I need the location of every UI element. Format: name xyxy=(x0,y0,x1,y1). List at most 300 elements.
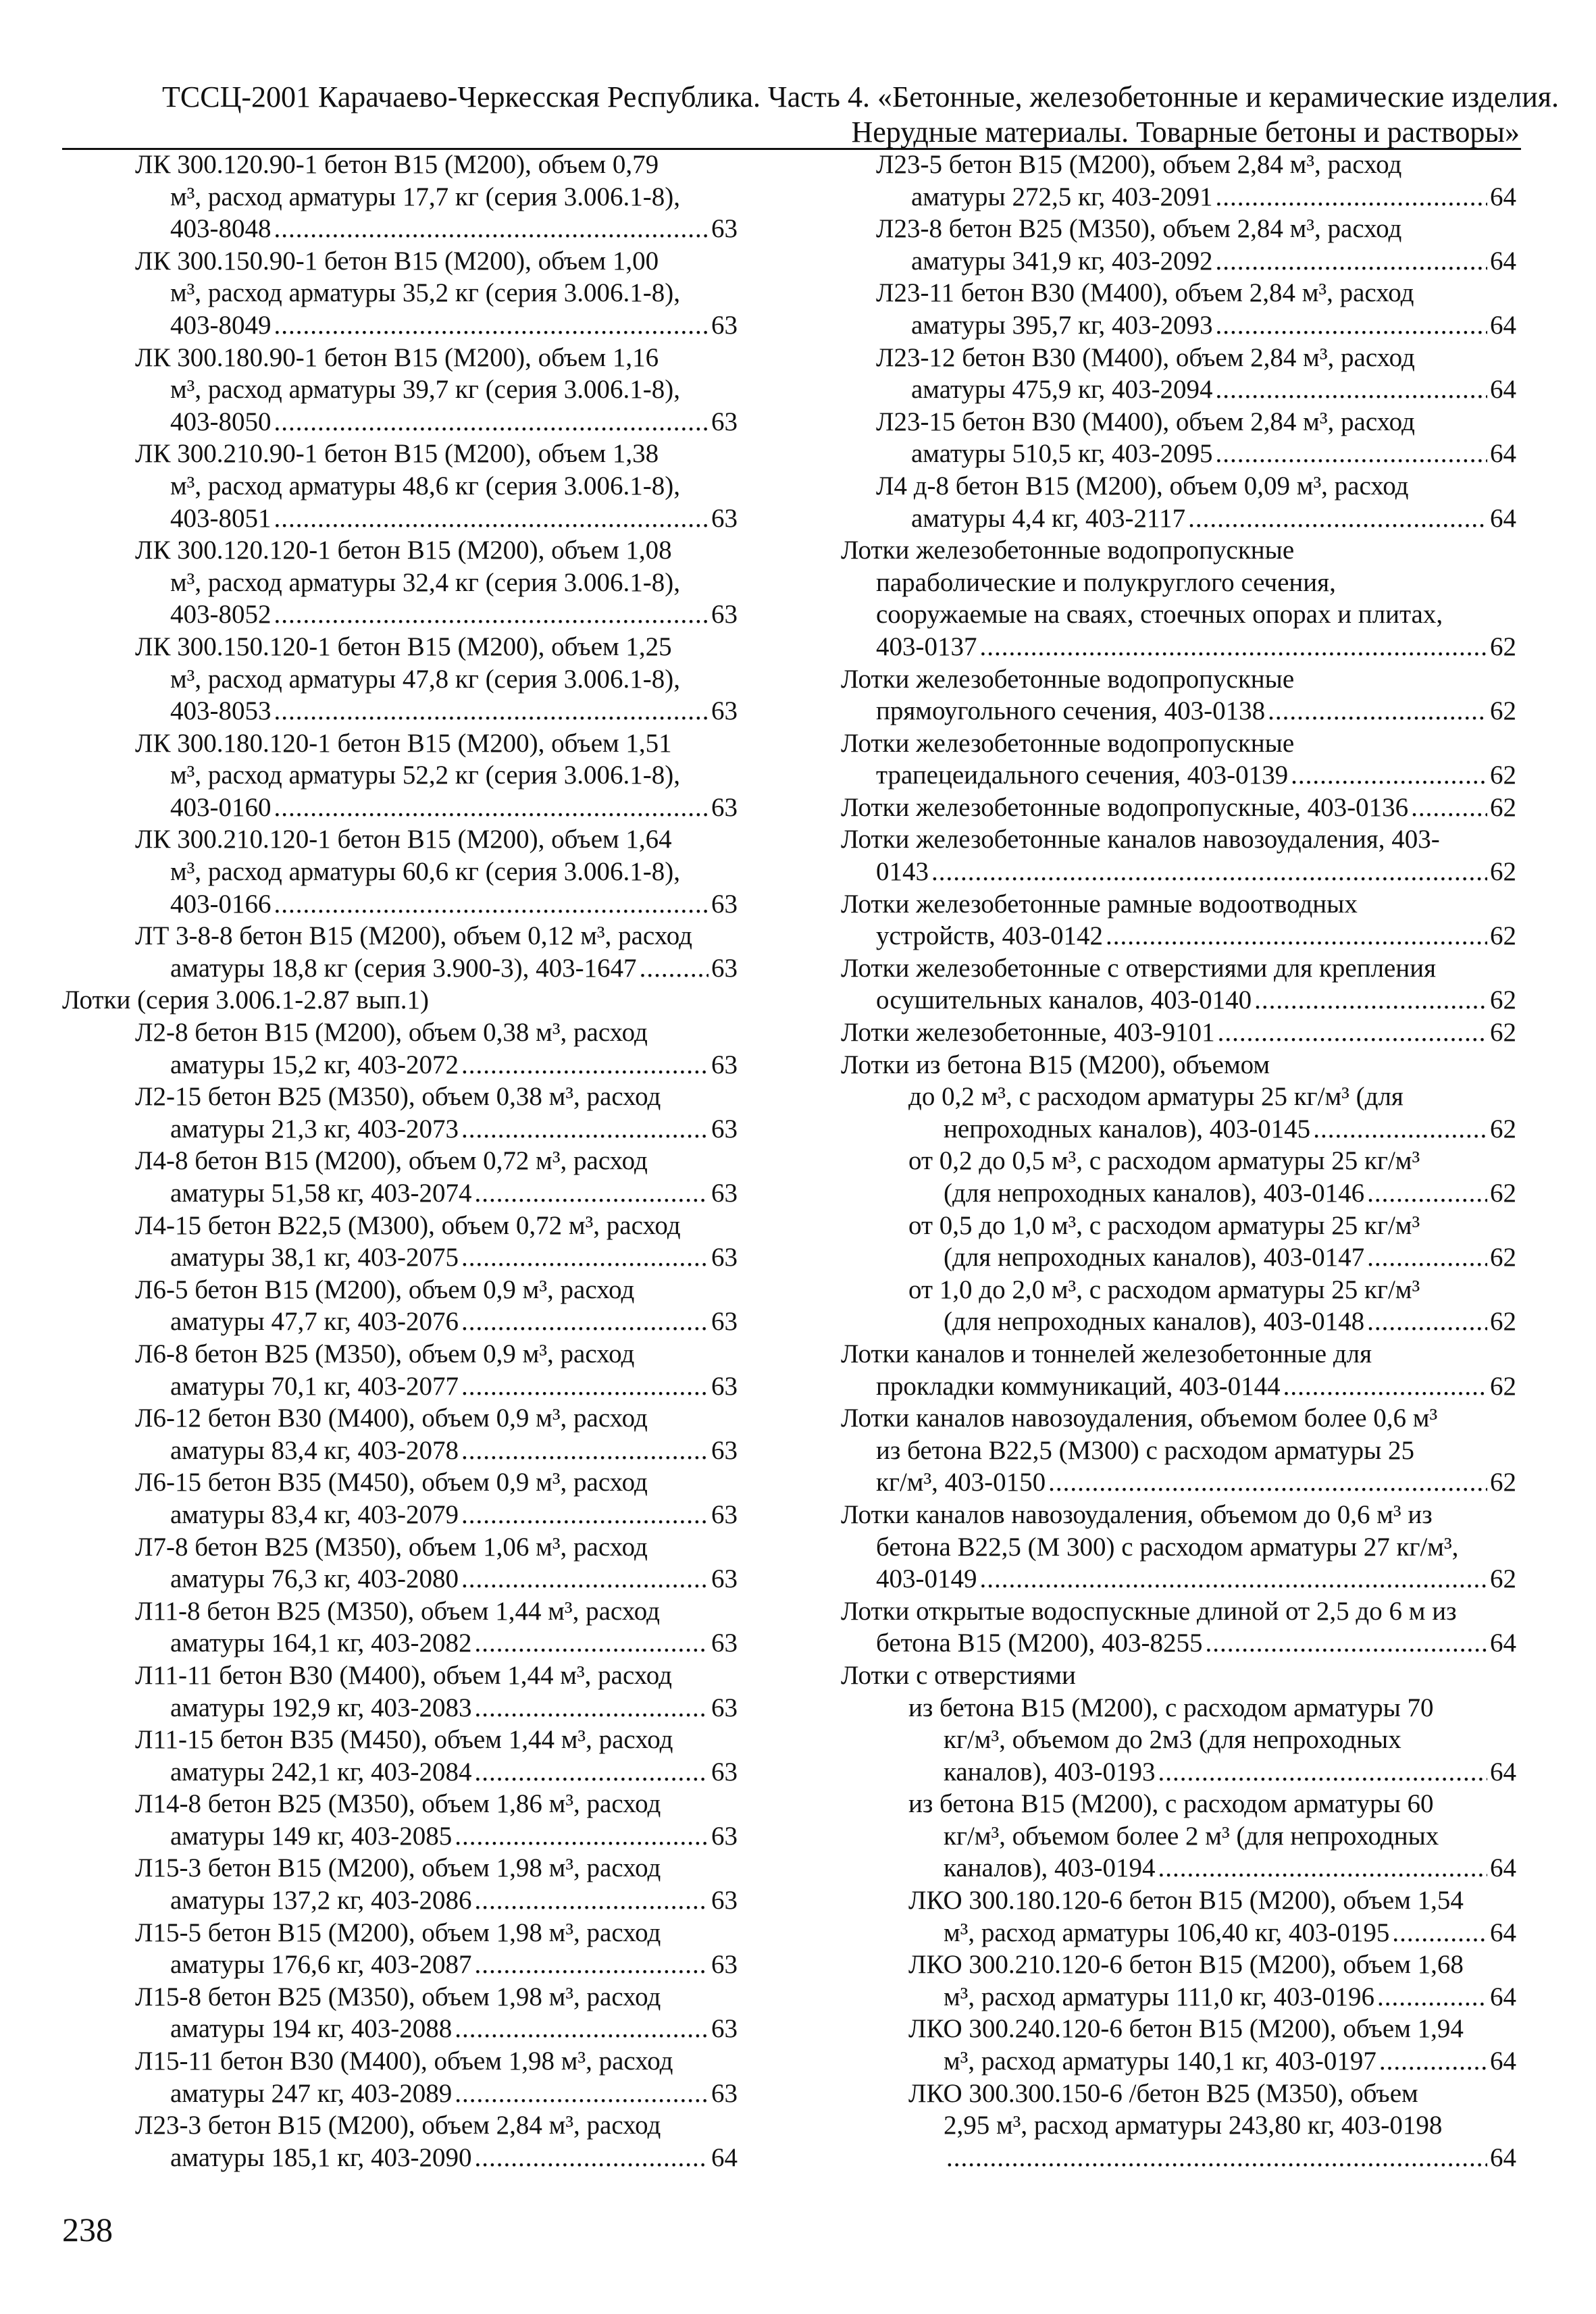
entry-page-ref: 63 xyxy=(711,1628,738,1658)
entry-last-line xyxy=(135,1756,738,1789)
entry-line: Л4-15 бетон В22,5 (М300), объем 0,72 м³, расход xyxy=(135,1210,681,1240)
entry-page-ref: 64 xyxy=(1490,375,1516,405)
entry-page-ref: 63 xyxy=(711,1114,738,1143)
index-entry xyxy=(841,952,1516,1017)
dot-leader xyxy=(274,792,709,824)
index-entry xyxy=(841,213,1516,277)
entry-line: Л4-8 бетон В15 (М200), объем 0,72 м³, расход xyxy=(135,1146,648,1176)
entry-line: Л15-5 бетон В15 (М200), объем 1,98 м³, расход xyxy=(135,1918,661,1947)
entry-page-ref: 62 xyxy=(1490,1179,1516,1208)
index-entry xyxy=(62,1466,738,1531)
dot-leader xyxy=(274,598,709,631)
entry-text: осушительных каналов, 403-0140 xyxy=(876,985,1252,1015)
entry-text: 403-0137 xyxy=(876,632,977,661)
index-entry xyxy=(62,1724,738,1788)
dot-leader xyxy=(1367,1306,1487,1338)
dot-leader xyxy=(1254,984,1487,1017)
index-entry xyxy=(841,1274,1516,1338)
entry-text: аматуры 38,1 кг, 403-2075 xyxy=(170,1243,459,1272)
dot-leader xyxy=(1216,309,1487,342)
entry-text: Лотки (серия 3.006.1-2.87 вып.1) xyxy=(62,985,429,1015)
dot-leader xyxy=(274,695,709,727)
entry-line: Л6-5 бетон В15 (М200), объем 0,9 м³, расход xyxy=(135,1275,635,1304)
entry-line: Лотки железобетонные водопропускные xyxy=(841,728,1295,758)
index-entry xyxy=(841,1210,1516,1274)
dot-leader xyxy=(1218,1017,1487,1049)
dot-leader xyxy=(274,503,709,535)
entry-line: ЛК 300.120.90-1 бетон В15 (М200), объем 0,79 xyxy=(135,150,659,179)
header-line-1: ТССЦ-2001 Карачаево-Черкесская Республика. Часть 4. «Бетонные, железобетонные и керамические изделия. xyxy=(162,80,1560,113)
entry-page-ref: 63 xyxy=(711,503,738,533)
entry-line: ЛТ 3-8-8 бетон В15 (М200), объем 0,12 м³, расход xyxy=(135,921,692,951)
entry-last-line xyxy=(841,1466,1516,1499)
entry-text: трапецеидального сечения, 403-0139 xyxy=(876,761,1289,790)
entry-last-line xyxy=(841,1627,1516,1660)
entry-last-line xyxy=(135,1435,738,1467)
entry-page-ref: 63 xyxy=(711,1499,738,1529)
index-entry xyxy=(62,2045,738,2109)
entry-last-line xyxy=(135,503,738,535)
entry-line: сооружаемые на сваях, стоечных опорах и плитах, xyxy=(876,600,1443,629)
dot-leader xyxy=(461,1370,709,1403)
entry-last-line xyxy=(841,920,1516,952)
entry-line: м³, расход арматуры 52,2 кг (серия 3.006.1-8), xyxy=(170,761,680,790)
dot-leader xyxy=(1216,438,1487,470)
entry-last-line xyxy=(841,1017,1516,1049)
entry-page-ref: 64 xyxy=(1490,246,1516,276)
entry-line: от 0,5 до 1,0 м³, с расходом арматуры 25 кг/м³ xyxy=(908,1210,1420,1240)
entry-line: Л11-11 бетон В30 (М400), объем 1,44 м³, расход xyxy=(135,1660,672,1690)
entry-line: Лотки каналов и тоннелей железобетонные для xyxy=(841,1339,1372,1368)
dot-leader xyxy=(931,856,1487,888)
entry-line: из бетона В22,5 (М300) с расходом арматуры 25 xyxy=(876,1435,1415,1465)
entry-text: аматуры 395,7 кг, 403-2093 xyxy=(911,310,1213,340)
entry-line: Л6-8 бетон В25 (М350), объем 0,9 м³, расход xyxy=(135,1339,635,1368)
index-entry xyxy=(841,663,1516,727)
entry-line: бетона В22,5 (М 300) с расходом арматуры 27 кг/м³, xyxy=(876,1532,1459,1562)
dot-leader xyxy=(475,1627,709,1660)
entry-line: Л7-8 бетон В25 (М350), объем 1,06 м³, расход xyxy=(135,1532,648,1562)
entry-last-line xyxy=(841,631,1516,663)
entry-last-line xyxy=(135,1499,738,1531)
entry-page-ref: 63 xyxy=(711,600,738,629)
entry-line: ЛКО 300.180.120-6 бетон В15 (М200), объем 1,54 xyxy=(908,1886,1464,1916)
entry-page-ref: 62 xyxy=(1490,1371,1516,1401)
dot-leader xyxy=(461,1049,709,1081)
entry-last-line xyxy=(135,952,738,985)
entry-line: Л23-15 бетон В30 (М400), объем 2,84 м³, расход xyxy=(876,407,1415,436)
index-entry xyxy=(62,534,738,631)
entry-text: (для непроходных каналов), 403-0147 xyxy=(944,1243,1365,1272)
entry-line: Лотки железобетонные каналов навозоудаления, 403- xyxy=(841,825,1440,854)
entry-text: аматуры 341,9 кг, 403-2092 xyxy=(911,246,1213,276)
entry-text: Лотки железобетонные, 403-9101 xyxy=(841,1018,1215,1048)
index-entry xyxy=(841,277,1516,341)
index-entry xyxy=(841,1595,1516,1660)
index-entry xyxy=(841,1338,1516,1402)
entry-text: 403-8052 xyxy=(170,600,272,629)
dot-leader xyxy=(461,1306,709,1338)
index-entry xyxy=(841,534,1516,663)
entry-line: ЛК 300.120.120-1 бетон В15 (М200), объем 1,08 xyxy=(135,536,672,565)
dot-leader xyxy=(475,2142,709,2174)
index-entry xyxy=(62,920,738,984)
dot-leader xyxy=(1268,695,1487,727)
entry-line: 2,95 м³, расход арматуры 243,80 кг, 403-0198 xyxy=(944,2111,1443,2140)
entry-page-ref: 62 xyxy=(1490,792,1516,822)
entry-last-line xyxy=(908,2045,1516,2078)
entry-line: Лотки железобетонные водопропускные xyxy=(841,536,1295,565)
entry-last-line xyxy=(135,1692,738,1724)
entry-text: аматуры 185,1 кг, 403-2090 xyxy=(170,2142,472,2172)
entry-line: Лотки железобетонные водопропускные xyxy=(841,664,1295,694)
entry-line: ЛК 300.180.90-1 бетон В15 (М200), объем 1,16 xyxy=(135,342,659,372)
entry-line: м³, расход арматуры 17,7 кг (серия 3.006.1-8), xyxy=(170,182,680,211)
entry-text: аматуры 164,1 кг, 403-2082 xyxy=(170,1628,472,1658)
dot-leader xyxy=(1206,1627,1487,1660)
entry-line: Л6-15 бетон В35 (М450), объем 0,9 м³, расход xyxy=(135,1468,648,1497)
entry-last-line xyxy=(841,984,1516,1017)
entry-page-ref: 63 xyxy=(711,1886,738,1916)
entry-text: аматуры 247 кг, 403-2089 xyxy=(170,2078,453,2108)
entry-line: Л6-12 бетон В30 (М400), объем 0,9 м³, расход xyxy=(135,1404,648,1433)
entry-line: м³, расход арматуры 60,6 кг (серия 3.006.1-8), xyxy=(170,857,680,887)
entry-last-line xyxy=(841,695,1516,727)
entry-line: ЛКО 300.210.120-6 бетон В15 (М200), объем 1,68 xyxy=(908,1950,1464,1980)
entry-line: Л15-11 бетон В30 (М400), объем 1,98 м³, расход xyxy=(135,2047,673,2076)
dot-leader xyxy=(475,1692,709,1724)
entry-last-line xyxy=(876,374,1516,406)
entry-page-ref: 62 xyxy=(1490,696,1516,726)
dot-leader xyxy=(946,2142,1487,2174)
entry-page-ref: 63 xyxy=(711,889,738,919)
entry-line: Л23-11 бетон В30 (М400), объем 2,84 м³, расход xyxy=(876,278,1414,308)
dot-leader xyxy=(274,406,709,438)
entry-line: кг/м³, объемом более 2 м³ (для непроходных xyxy=(944,1821,1439,1851)
entry-last-line xyxy=(876,245,1516,278)
index-entry xyxy=(62,727,738,824)
dot-leader xyxy=(461,1113,709,1146)
entry-line: м³, расход арматуры 32,4 кг (серия 3.006.1-8), xyxy=(170,567,680,597)
entry-line: параболические и полукруглого сечения, xyxy=(876,567,1336,597)
dot-leader xyxy=(274,309,709,342)
entry-last-line xyxy=(908,1756,1516,1789)
entry-page-ref: 63 xyxy=(711,1050,738,1079)
entry-page-ref: 62 xyxy=(1490,857,1516,887)
index-entry xyxy=(62,1402,738,1466)
entry-last-line xyxy=(135,1949,738,1981)
entry-last-line xyxy=(135,309,738,342)
entry-page-ref: 63 xyxy=(711,1307,738,1337)
entry-page-ref: 62 xyxy=(1490,761,1516,790)
entry-last-line xyxy=(135,1049,738,1081)
entry-line: ЛКО 300.240.120-6 бетон В15 (М200), объем 1,94 xyxy=(908,2014,1464,2044)
entry-text: Лотки железобетонные водопропускные, 403-0136 xyxy=(841,792,1409,822)
entry-line: Л11-8 бетон В25 (М350), объем 1,44 м³, расход xyxy=(135,1596,660,1626)
entry-line: Л23-8 бетон В25 (М350), объем 2,84 м³, расход xyxy=(876,214,1402,244)
entry-page-ref: 64 xyxy=(1490,1853,1516,1883)
entry-text: м³, расход арматуры 111,0 кг, 403-0196 xyxy=(944,1982,1375,2011)
index-entry xyxy=(62,823,738,920)
index-entry xyxy=(841,1049,1516,1081)
entry-text: м³, расход арматуры 140,1 кг, 403-0197 xyxy=(944,2047,1376,2076)
entry-page-ref: 64 xyxy=(711,2142,738,2172)
entry-page-ref: 63 xyxy=(711,792,738,822)
dot-leader xyxy=(475,1884,709,1917)
dot-leader xyxy=(1188,503,1487,535)
dot-leader xyxy=(1283,1370,1487,1403)
entry-last-line xyxy=(841,856,1516,888)
entry-last-line xyxy=(876,309,1516,342)
entry-last-line xyxy=(135,792,738,824)
index-entry xyxy=(62,1274,738,1338)
entry-last-line xyxy=(876,181,1516,213)
entry-text: аматуры 176,6 кг, 403-2087 xyxy=(170,1950,472,1980)
index-entry xyxy=(62,1531,738,1595)
entry-page-ref: 64 xyxy=(1490,1982,1516,2011)
entry-line: Л4 д-8 бетон В15 (М200), объем 0,09 м³, расход xyxy=(876,471,1409,500)
entry-page-ref: 62 xyxy=(1490,632,1516,661)
entry-last-line xyxy=(841,759,1516,792)
index-entry xyxy=(841,149,1516,213)
entry-page-ref: 63 xyxy=(711,407,738,436)
index-entry xyxy=(841,1692,1516,1789)
index-entry xyxy=(841,1081,1516,1145)
index-entry xyxy=(62,1917,738,1981)
entry-line: до 0,2 м³, с расходом арматуры 25 кг/м³ (для xyxy=(908,1082,1404,1112)
entry-line: Л15-3 бетон В15 (М200), объем 1,98 м³, расход xyxy=(135,1853,661,1883)
index-column-left xyxy=(62,149,738,2174)
entry-page-ref: 62 xyxy=(1490,1243,1516,1272)
dot-leader xyxy=(980,1563,1488,1595)
entry-line: ЛК 300.150.90-1 бетон В15 (М200), объем 1,00 xyxy=(135,246,659,276)
entry-line: ЛК 300.150.120-1 бетон В15 (М200), объем 1,25 xyxy=(135,632,672,661)
entry-last-line xyxy=(908,1113,1516,1146)
entry-line: Лотки каналов навозоудаления, объемом до 0,6 м³ из xyxy=(841,1499,1433,1529)
entry-last-line xyxy=(135,1884,738,1917)
dot-leader xyxy=(274,213,709,245)
dot-leader xyxy=(980,631,1488,663)
entry-line: Л15-8 бетон В25 (М350), объем 1,98 м³, расход xyxy=(135,1982,661,2011)
entry-page-ref: 63 xyxy=(711,1371,738,1401)
entry-last-line xyxy=(135,2013,738,2045)
entry-last-line xyxy=(841,1049,1516,1081)
index-entry xyxy=(841,823,1516,888)
entry-last-line xyxy=(135,598,738,631)
entry-page-ref: 63 xyxy=(711,2014,738,2044)
entry-text: аматуры 4,4 кг, 403-2117 xyxy=(911,503,1186,533)
index-entry xyxy=(62,1145,738,1209)
entry-text: 403-0149 xyxy=(876,1564,977,1594)
dot-leader xyxy=(455,2078,709,2110)
index-entry xyxy=(62,342,738,438)
entry-text: прокладки коммуникаций, 403-0144 xyxy=(876,1371,1281,1401)
entry-page-ref: 64 xyxy=(1490,1628,1516,1658)
index-entry xyxy=(841,1499,1516,1595)
entry-text: аматуры 18,8 кг (серия 3.900-3), 403-1647 xyxy=(170,953,637,983)
entry-page-ref: 62 xyxy=(1490,921,1516,951)
entry-line: ЛК 300.210.90-1 бетон В15 (М200), объем 1,38 xyxy=(135,439,659,469)
entry-line: Л14-8 бетон В25 (М350), объем 1,86 м³, расход xyxy=(135,1789,661,1819)
entry-line: Лотки железобетонные с отверстиями для крепления xyxy=(841,953,1437,983)
index-entry xyxy=(841,727,1516,792)
entry-last-line xyxy=(135,1113,738,1146)
entry-text: аматуры 76,3 кг, 403-2080 xyxy=(170,1564,459,1594)
index-entry xyxy=(841,1145,1516,1209)
entry-text: аматуры 51,58 кг, 403-2074 xyxy=(170,1179,472,1208)
entry-line: м³, расход арматуры 35,2 кг (серия 3.006.1-8), xyxy=(170,278,680,308)
entry-page-ref: 63 xyxy=(711,2078,738,2108)
entry-line: Лотки каналов навозоудаления, объемом более 0,6 м³ xyxy=(841,1404,1438,1433)
index-entry xyxy=(841,470,1516,534)
entry-page-ref: 62 xyxy=(1490,1307,1516,1337)
entry-text: 403-8048 xyxy=(170,214,272,244)
running-header xyxy=(162,80,1560,150)
index-entry xyxy=(841,888,1516,952)
index-entry xyxy=(62,1017,738,1081)
entry-text: бетона В15 (М200), 403-8255 xyxy=(876,1628,1203,1658)
entry-page-ref: 63 xyxy=(711,953,738,983)
entry-text: (для непроходных каналов), 403-0148 xyxy=(944,1307,1365,1337)
entry-last-line xyxy=(908,1306,1516,1338)
entry-last-line xyxy=(135,406,738,438)
dot-leader xyxy=(1313,1113,1487,1146)
entry-last-line xyxy=(841,1563,1516,1595)
index-entry xyxy=(841,1788,1516,1884)
entry-line: от 0,2 до 0,5 м³, с расходом арматуры 25 кг/м³ xyxy=(908,1146,1420,1176)
entry-page-ref: 64 xyxy=(1490,2142,1516,2172)
dot-leader xyxy=(1216,181,1487,213)
index-entry xyxy=(841,1660,1516,1692)
entry-last-line xyxy=(135,2142,738,2174)
dot-leader xyxy=(1106,920,1487,952)
index-entry xyxy=(841,1402,1516,1499)
entry-line: Лотки железобетонные рамные водоотводных xyxy=(841,889,1358,919)
entry-page-ref: 63 xyxy=(711,1821,738,1851)
entry-text: аматуры 192,9 кг, 403-2083 xyxy=(170,1693,472,1722)
entry-text: Лотки из бетона В15 (М200), объемом xyxy=(841,1050,1270,1079)
entry-line: ЛК 300.180.120-1 бетон В15 (М200), объем 1,51 xyxy=(135,728,672,758)
entry-text: 403-8049 xyxy=(170,310,272,340)
entry-text: аматуры 137,2 кг, 403-2086 xyxy=(170,1886,472,1916)
entry-last-line xyxy=(908,2142,1516,2174)
entry-page-ref: 63 xyxy=(711,310,738,340)
entry-page-ref: 64 xyxy=(1490,182,1516,211)
entry-page-ref: 64 xyxy=(1490,310,1516,340)
entry-text: 403-0166 xyxy=(170,889,272,919)
entry-last-line xyxy=(62,984,738,1017)
index-entry xyxy=(841,792,1516,824)
entry-text: аматуры 21,3 кг, 403-2073 xyxy=(170,1114,459,1143)
entry-text: Лотки с отверстиями xyxy=(841,1660,1076,1690)
entry-text: аматуры 242,1 кг, 403-2084 xyxy=(170,1757,472,1786)
dot-leader xyxy=(1379,2045,1487,2078)
entry-page-ref: 62 xyxy=(1490,1468,1516,1497)
index-entry xyxy=(62,1660,738,1724)
dot-leader xyxy=(461,1435,709,1467)
entry-line: из бетона В15 (М200), с расходом арматуры 70 xyxy=(908,1693,1434,1722)
entry-page-ref: 63 xyxy=(711,1435,738,1465)
entry-last-line xyxy=(135,1627,738,1660)
entry-text: каналов), 403-0194 xyxy=(944,1853,1156,1883)
entry-last-line xyxy=(908,1177,1516,1210)
entry-last-line xyxy=(135,1177,738,1210)
entry-line: Л11-15 бетон В35 (М450), объем 1,44 м³, расход xyxy=(135,1725,673,1755)
entry-text: аматуры 83,4 кг, 403-2079 xyxy=(170,1499,459,1529)
index-entry xyxy=(62,1338,738,1402)
entry-line: Л23-5 бетон В15 (М200), объем 2,84 м³, расход xyxy=(876,150,1402,179)
entry-text: (для непроходных каналов), 403-0146 xyxy=(944,1179,1365,1208)
entry-last-line xyxy=(135,1241,738,1274)
entry-line: м³, расход арматуры 47,8 кг (серия 3.006.1-8), xyxy=(170,664,680,694)
entry-last-line xyxy=(135,695,738,727)
entry-page-ref: 62 xyxy=(1490,1114,1516,1143)
dot-leader xyxy=(1367,1241,1487,1274)
entry-text: аматуры 149 кг, 403-2085 xyxy=(170,1821,453,1851)
entry-last-line xyxy=(135,1563,738,1595)
entry-line: м³, расход арматуры 39,7 кг (серия 3.006.1-8), xyxy=(170,375,680,405)
entry-last-line xyxy=(135,1820,738,1853)
entry-text: 403-8051 xyxy=(170,503,272,533)
entry-last-line xyxy=(135,213,738,245)
entry-last-line xyxy=(135,1306,738,1338)
entry-text: каналов), 403-0193 xyxy=(944,1757,1156,1786)
entry-page-ref: 64 xyxy=(1490,1918,1516,1947)
entry-line: Л2-15 бетон В25 (М350), объем 0,38 м³, расход xyxy=(135,1082,661,1112)
entry-text: прямоугольного сечения, 403-0138 xyxy=(876,696,1266,726)
dot-leader xyxy=(1392,1917,1487,1949)
entry-page-ref: 62 xyxy=(1490,1564,1516,1594)
entry-last-line xyxy=(135,2078,738,2110)
entry-text: аматуры 70,1 кг, 403-2077 xyxy=(170,1371,459,1401)
index-entry xyxy=(62,1081,738,1145)
entry-page-ref: 64 xyxy=(1490,2047,1516,2076)
index-entry xyxy=(62,1852,738,1916)
index-entry xyxy=(62,245,738,342)
entry-last-line xyxy=(841,792,1516,824)
entry-page-ref: 63 xyxy=(711,696,738,726)
entry-page-ref: 64 xyxy=(1490,439,1516,469)
dot-leader xyxy=(461,1563,709,1595)
entry-text: аматуры 15,2 кг, 403-2072 xyxy=(170,1050,459,1079)
entry-line: из бетона В15 (М200), с расходом арматуры 60 xyxy=(908,1789,1434,1819)
entry-text: 403-0160 xyxy=(170,792,272,822)
index-entry xyxy=(62,984,738,1017)
entry-page-ref: 63 xyxy=(711,1243,738,1272)
dot-leader xyxy=(475,1756,709,1789)
entry-line: Лотки открытые водоспускные длиной от 2,5 до 6 м из xyxy=(841,1596,1457,1626)
entry-text: кг/м³, 403-0150 xyxy=(876,1468,1046,1497)
index-entry xyxy=(62,149,738,245)
header-line-2: Нерудные материалы. Товарные бетоны и растворы» xyxy=(851,115,1520,149)
entry-page-ref: 63 xyxy=(711,1757,738,1786)
dot-leader xyxy=(475,1949,709,1981)
entry-text: аматуры 47,7 кг, 403-2076 xyxy=(170,1307,459,1337)
entry-line: Л23-12 бетон В30 (М400), объем 2,84 м³, расход xyxy=(876,342,1415,372)
entry-line: Л2-8 бетон В15 (М200), объем 0,38 м³, расход xyxy=(135,1018,648,1048)
entry-last-line xyxy=(841,1370,1516,1403)
entry-page-ref: 63 xyxy=(711,1693,738,1722)
entry-page-ref: 63 xyxy=(711,214,738,244)
index-entry xyxy=(62,1981,738,2045)
index-entry xyxy=(841,1949,1516,2013)
dot-leader xyxy=(1158,1852,1487,1884)
entry-page-ref: 62 xyxy=(1490,1018,1516,1048)
dot-leader xyxy=(461,1241,709,1274)
entry-text: устройств, 403-0142 xyxy=(876,921,1103,951)
index-entry xyxy=(62,1595,738,1660)
dot-leader xyxy=(1216,374,1487,406)
